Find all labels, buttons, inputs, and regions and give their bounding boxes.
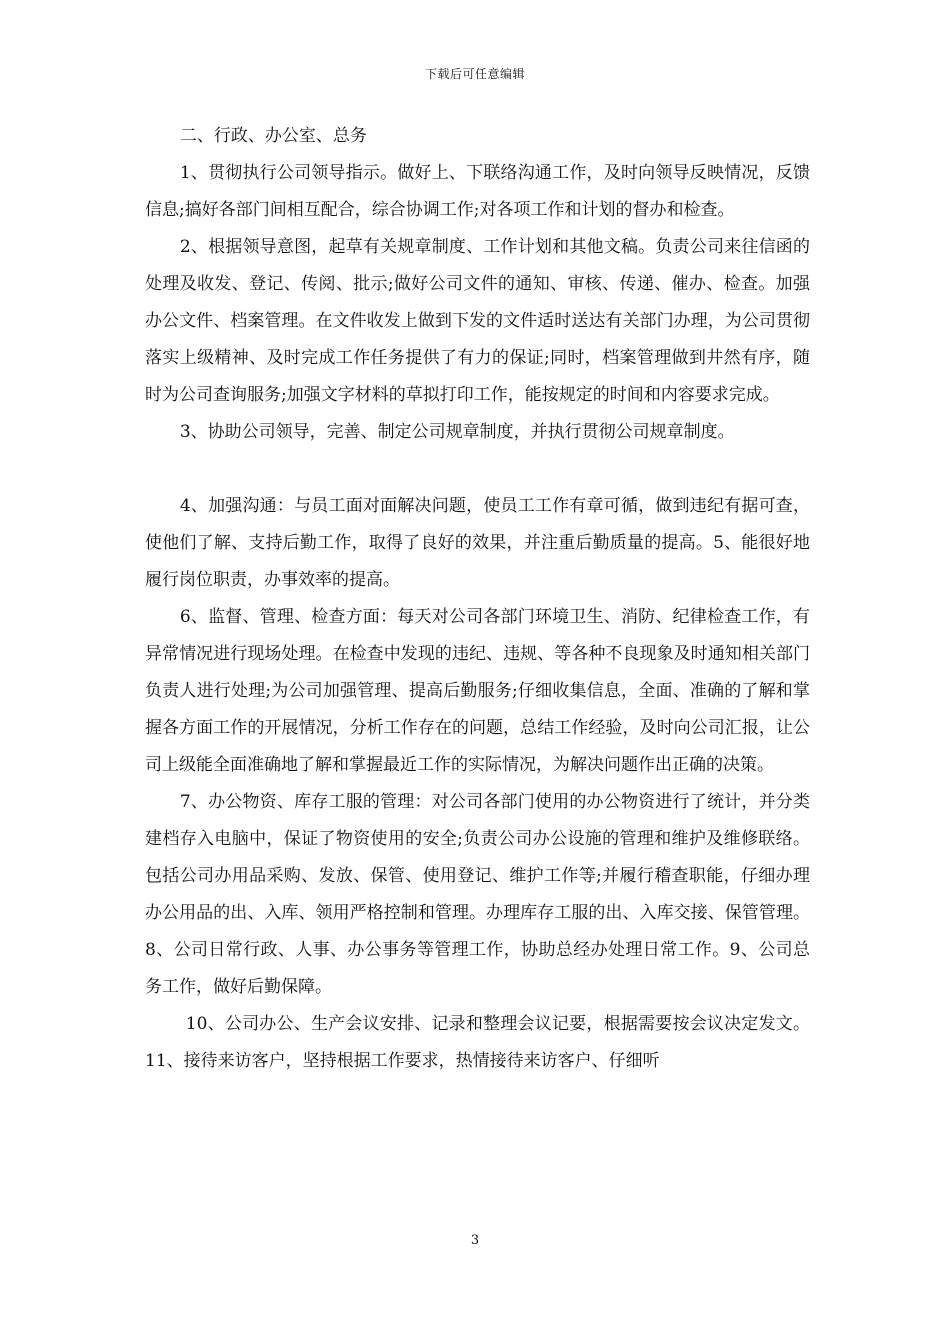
page-header: 下载后可任意编辑 <box>424 67 525 81</box>
section-heading: 二、行政、办公室、总务 <box>179 126 367 146</box>
paragraph: 10、公司办公、生产会议安排、记录和整理会议记要，根据需要按会议决定发文。11、接待来访客户，坚持根据工作要求，热情接待来访客户、仔细听 <box>145 1014 810 1071</box>
page-number: 3 <box>470 1233 480 1248</box>
document-body <box>145 118 810 1080</box>
paragraph: 4、加强沟通：与员工面对面解决问题，使员工工作有章可循，做到违纪有据可查，使他们了解、支持后勤工作，取得了良好的效果，并注重后勤质量的提高。5、能很好地履行岗位职责，办事效率的提高。 <box>145 496 810 590</box>
paragraph: 7、办公物资、库存工服的管理：对公司各部门使用的办公物资进行了统计，并分类建档存入电脑中，保证了物资使用的安全;负责公司办公设施的管理和维护及维修联络。包括公司办用品采购、发放、保管、使用登记、维护工作等;并履行稽查职能，仔细办理办公用品的出、入库、领用严格控制和管理。办理库存工服的出、入库交接、保管管理。8、公司日常行政、人事、办公事务等管理工作，协助总经办处理日常工作。9、公司总务工作，做好后勤保障。 <box>145 792 810 997</box>
paragraph: 3、协助公司领导，完善、制定公司规章制度，并执行贯彻公司规章制度。 <box>179 422 735 442</box>
paragraph: 2、根据领导意图，起草有关规章制度、工作计划和其他文稿。负责公司来往信函的处理及收发、登记、传阅、批示;做好公司文件的通知、审核、传递、催办、检查。加强办公文件、档案管理。在文件收发上做到下发的文件适时送达有关部门办理，为公司贯彻落实上级精神、及时完成工作任务提供了有力的保证;同时，档案管理做到井然有序，随时为公司查询服务;加强文字材料的草拟打印工作，能按规定的时间和内容要求完成。 <box>145 237 810 405</box>
paragraph: 6、监督、管理、检查方面：每天对公司各部门环境卫生、消防、纪律检查工作，有异常情况进行现场处理。在检查中发现的违纪、违规、等各种不良现象及时通知相关部门负责人进行处理;为公司加强管理、提高后勤服务;仔细收集信息，全面、准确的了解和掌握各方面工作的开展情况，分析工作存在的问题，总结工作经验，及时向公司汇报，让公司上级能全面准确地了解和掌握最近工作的实际情况，为解决问题作出正确的决策。 <box>145 607 810 775</box>
paragraph: 1、贯彻执行公司领导指示。做好上、下联络沟通工作，及时向领导反映情况，反馈信息;搞好各部门间相互配合，综合协调工作;对各项工作和计划的督办和检查。 <box>145 163 810 220</box>
